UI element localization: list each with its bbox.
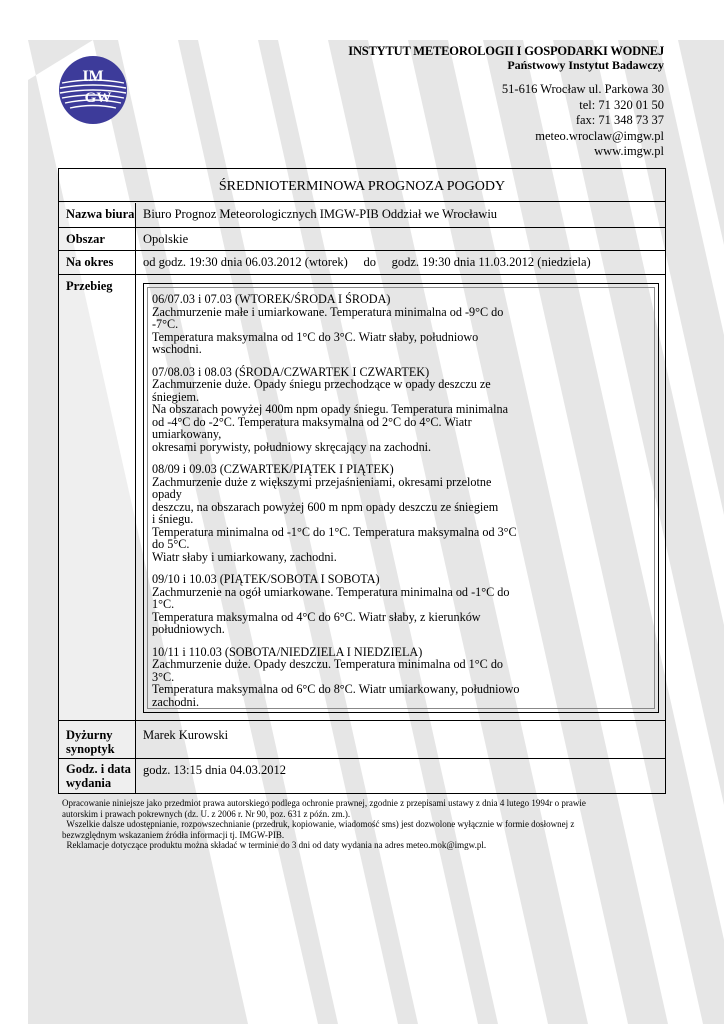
svg-text:IM: IM	[82, 68, 104, 85]
imgw-logo	[58, 55, 128, 125]
forecast-line: Na obszarach powyżej 400m npm opady śniegu. Temperatura minimalna	[152, 402, 508, 416]
office-value: Biuro Prognoz Meteorologicznych IMGW-PIB Oddział we Wrocławiu	[143, 207, 498, 221]
period-value: od godz. 19:30 dnia 06.03.2012 (wtorek) do godz. 19:30 dnia 11.03.2012 (niedziela)	[143, 255, 591, 269]
forecast-line: 09/10 i 10.03 (PIĄTEK/SOBOTA I SOBOTA)	[152, 572, 380, 586]
forecast-line: 06/07.03 i 07.03 (WTOREK/ŚRODA I ŚRODA)	[152, 292, 391, 306]
forecast-line: południowych.	[152, 622, 225, 636]
forecast-line: opady	[152, 487, 182, 501]
forecast-day-3	[152, 463, 524, 563]
forecast-line: 3°C.	[152, 669, 175, 684]
footer-line: bezwzględnym wskazaniem źródła informacji tj. IMGW-PIB.	[62, 829, 285, 840]
forecast-day-2	[152, 366, 524, 454]
forecast-line: deszczu, na obszarach powyżej 600 m npm opady deszczu ze śniegiem	[152, 499, 499, 514]
forecast-line: umiarkowany,	[152, 427, 222, 441]
forecast-line: Temperatura maksymalna od 1°C do 3°C. Wiatr słaby, południowo	[152, 329, 479, 344]
institute-header	[348, 44, 664, 72]
course-label: Przebieg	[59, 275, 136, 720]
legal-footer	[62, 798, 662, 851]
forecaster-value: Marek Kurowski	[143, 728, 229, 742]
forecast-line: Zachmurzenie duże. Opady deszczu. Temperatura minimalna od 1°C do	[152, 657, 504, 671]
forecast-day-1	[152, 293, 524, 356]
forecast-line: 1°C.	[152, 597, 175, 611]
forecast-line: zachodni.	[152, 694, 200, 709]
forecast-line: 08/09 i 09.03 (CZWARTEK/PIĄTEK I PIĄTEK)	[152, 462, 394, 476]
forecast-line: Temperatura minimalna od -1°C do 1°C. Temperatura maksymalna od 3°C	[152, 524, 517, 539]
forecast-box	[143, 283, 659, 713]
forecaster-label	[59, 721, 136, 758]
issued-label-line: wydania	[66, 775, 112, 790]
phone: tel: 71 320 01 50	[579, 97, 664, 112]
issued-value: godz. 13:15 dnia 04.03.2012	[143, 763, 287, 777]
forecaster-label-line: Dyżurny	[66, 728, 113, 742]
svg-text:GW: GW	[84, 90, 112, 106]
forecast-line: okresami porywisty, południowy skręcający na zachodni.	[152, 439, 432, 454]
area-value: Opolskie	[143, 232, 189, 246]
fax: fax: 71 348 73 37	[575, 113, 664, 127]
forecast-line: Zachmurzenie małe i umiarkowane. Temperatura minimalna od -9°C do	[152, 304, 504, 319]
footer-line: Reklamacje dotyczące produktu można składać w terminie do 3 dni od daty wydania na adres meteo.mok@imgw.pl.	[62, 840, 487, 850]
forecast-day-4	[152, 573, 524, 636]
issued-label	[59, 759, 136, 793]
forecast-line: -7°C.	[152, 317, 179, 331]
forecast-line: od -4°C do -2°C. Temperatura maksymalna od 2°C do 4°C. Wiatr	[152, 414, 472, 429]
institute-subtitle: Państwowy Instytut Badawczy	[507, 58, 664, 72]
footer-line: Opracowanie niniejsze jako przedmiot prawa autorskiego podlega ochronie prawnej, zgodnie z przepisami ustawy z dnia 4 lutego 1994r o prawie	[62, 798, 586, 808]
forecast-line: Zachmurzenie duże. Opady śniegu przechodzące w opady deszczu ze	[152, 377, 491, 391]
row-course	[59, 275, 665, 721]
forecast-line: Wiatr słaby i umiarkowany, zachodni.	[152, 549, 337, 564]
row-office	[59, 203, 665, 228]
contact-block	[502, 82, 664, 160]
forecast-line: i śniegu.	[152, 512, 194, 526]
footer-line: Wszelkie dalsze udostępnianie, rozpowszechnianie (przedruk, kopiowanie, wiadomość sms) jest dozwolone wyłącznie w formie dosłownej z	[62, 819, 575, 829]
forecast-text	[147, 287, 655, 709]
website-link[interactable]: www.imgw.pl	[594, 144, 664, 158]
institute-name: INSTYTUT METEOROLOGII I GOSPODARKI WODNEJ	[348, 44, 664, 58]
issued-label-line: Godz. i data	[66, 762, 131, 776]
forecast-line: do 5°C.	[152, 537, 190, 551]
form-title: ŚREDNIOTERMINOWA PROGNOZA POGODY	[59, 169, 665, 202]
period-label: Na okres	[59, 251, 136, 274]
footer-line: autorskim i prawach pokrewnych (dz. U. z 2006 r. Nr 90, poz. 631 z późn. zm.).	[62, 808, 351, 819]
address: 51-616 Wrocław ul. Parkowa 30	[501, 82, 664, 96]
forecast-line: śniegiem.	[152, 389, 200, 404]
forecaster-label-line: synoptyk	[66, 741, 115, 756]
forecast-line: 10/11 i 110.03 (SOBOTA/NIEDZIELA I NIEDZIELA)	[152, 644, 423, 659]
row-period	[59, 251, 665, 275]
forecast-line: wschodni.	[152, 342, 202, 356]
top-margin	[0, 0, 724, 40]
forecast-line: 07/08.03 i 08.03 (ŚRODA/CZWARTEK I CZWARTEK)	[152, 364, 430, 379]
forecast-form	[58, 168, 666, 794]
row-issued	[59, 759, 665, 793]
row-forecaster	[59, 721, 665, 759]
row-area	[59, 228, 665, 251]
forecast-line: Zachmurzenie duże z większymi przejaśnieniami, okresami przelotne	[152, 474, 492, 489]
forecast-line: Zachmurzenie na ogół umiarkowane. Temperatura minimalna od -1°C do	[152, 584, 510, 599]
email-link[interactable]: meteo.wroclaw@imgw.pl	[535, 128, 664, 143]
forecast-day-5	[152, 646, 524, 709]
office-label: Nazwa biura	[59, 203, 136, 227]
area-label: Obszar	[59, 228, 136, 250]
forecast-line: Temperatura maksymalna od 4°C do 6°C. Wiatr słaby, z kierunków	[152, 609, 481, 624]
forecast-line: Temperatura maksymalna od 6°C do 8°C. Wiatr umiarkowany, południowo	[152, 682, 520, 696]
